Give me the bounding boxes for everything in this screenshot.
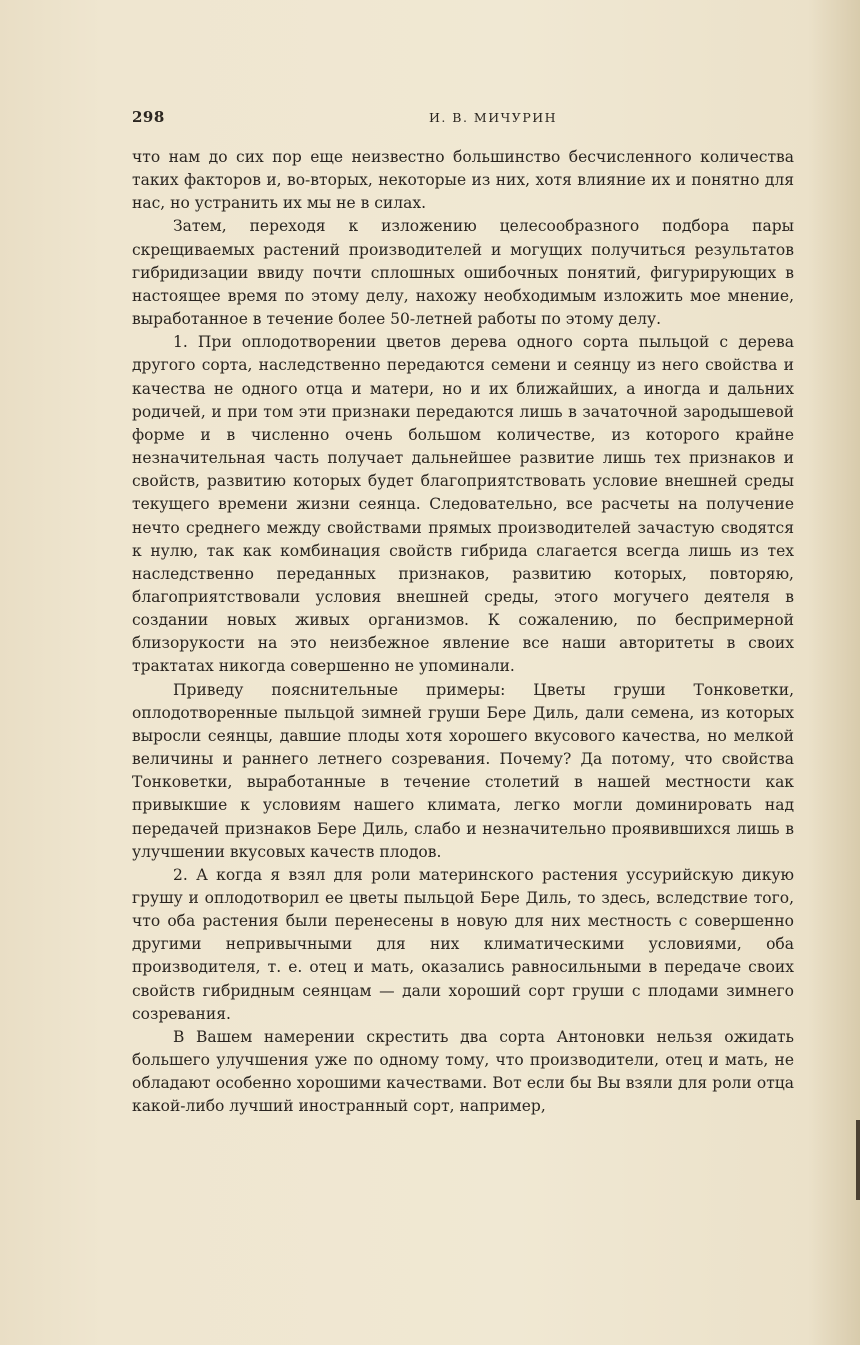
paragraph: 1. При оплодотворении цветов дерева одного сорта пыльцой с дерева другого сорта, наследственно передаются семени и сеянцу из него свойства и качества не одного отца и матери, но и их ближайших, а иногда и дальних родичей, и при том эти признаки передаются лишь в зачаточной зародышевой форме и в численно очень большом количестве, из которого крайне незначительная часть получает дальнейшее развитие лишь тех признаков и свойств, развитию которых будет благоприятствовать условие внешней среды текущего времени жизни сеянца. Следовательно, все расчеты на получение нечто среднего между свойствами прямых производителей зачастую сводятся к нулю, так как комбинация свойств гибрида слагается всегда лишь из тех наследственно переданных признаков, развитию которых, повторяю, благоприятствовали условия внешней среды, этого могучего деятеля в создании новых живых организмов. К сожалению, по беспримерной близорукости на это неизбежное явление все наши авторитеты в своих трактатах никогда совершенно не упоминали. [132, 333, 794, 676]
paragraph: 2. А когда я взял для роли материнского растения уссурийскую дикую грушу и оплодотворил ее цветы пыльцой Бере Диль, то здесь, вследствие того, что оба растения были перенесены в новую для них местность с совершенно другими непривычными для них климатическими условиями, оба производителя, т. е. отец и мать, оказались равносильными в передаче своих свойств гибридным сеянцам — дали хороший сорт груши с плодами зимнего созревания. [132, 865, 794, 1023]
paragraph: В Вашем намерении скрестить два сорта Антоновки нельзя ожидать большего улучшения уже по одному тому, что производители, отец и мать, не обладают особенно хорошими качествами. Вот если бы Вы взяли для роли отца какой-либо лучший иностранный сорт, например, [132, 1027, 794, 1116]
body-text [132, 146, 794, 1119]
paragraph: Приведу пояснительные примеры: Цветы груши Тонковетки, оплодотворенные пыльцой зимней груши Бере Диль, дали семена, из которых выросли сеянцы, давшие плоды хотя хорошего вкусового качества, но мелкой величины и раннего летнего созревания. Почему? Да потому, что свойства Тонковетки, выработанные в течение столетий в нашей местности как привыкшие к условиям нашего климата, легко могли доминировать над передачей признаков Бере Диль, слабо и незначительно проявившихся лишь в улучшении вкусовых качеств плодов. [132, 680, 794, 861]
running-head: И. В. МИЧУРИН [428, 110, 558, 125]
page-number: 298 [132, 108, 165, 126]
page-header [132, 108, 794, 128]
paragraph-continuation: что нам до сих пор еще неизвестно большинство бесчисленного количества таких факторов и, во-вторых, некоторые из них, хотя влияние их и понятно для нас, но устранить их мы не в силах. [132, 148, 794, 213]
paragraph: Затем, переходя к изложению целесообразного подбора пары скрещиваемых растений производителей и могущих получиться результатов гибридизации ввиду почти сплошных ошибочных понятий, фигурирующих в настоящее время по этому делу, нахожу необходимым изложить мое мнение, выработанное в течение более 50-летней работы по этому делу. [132, 217, 794, 329]
page-binding-edge [856, 1120, 860, 1200]
